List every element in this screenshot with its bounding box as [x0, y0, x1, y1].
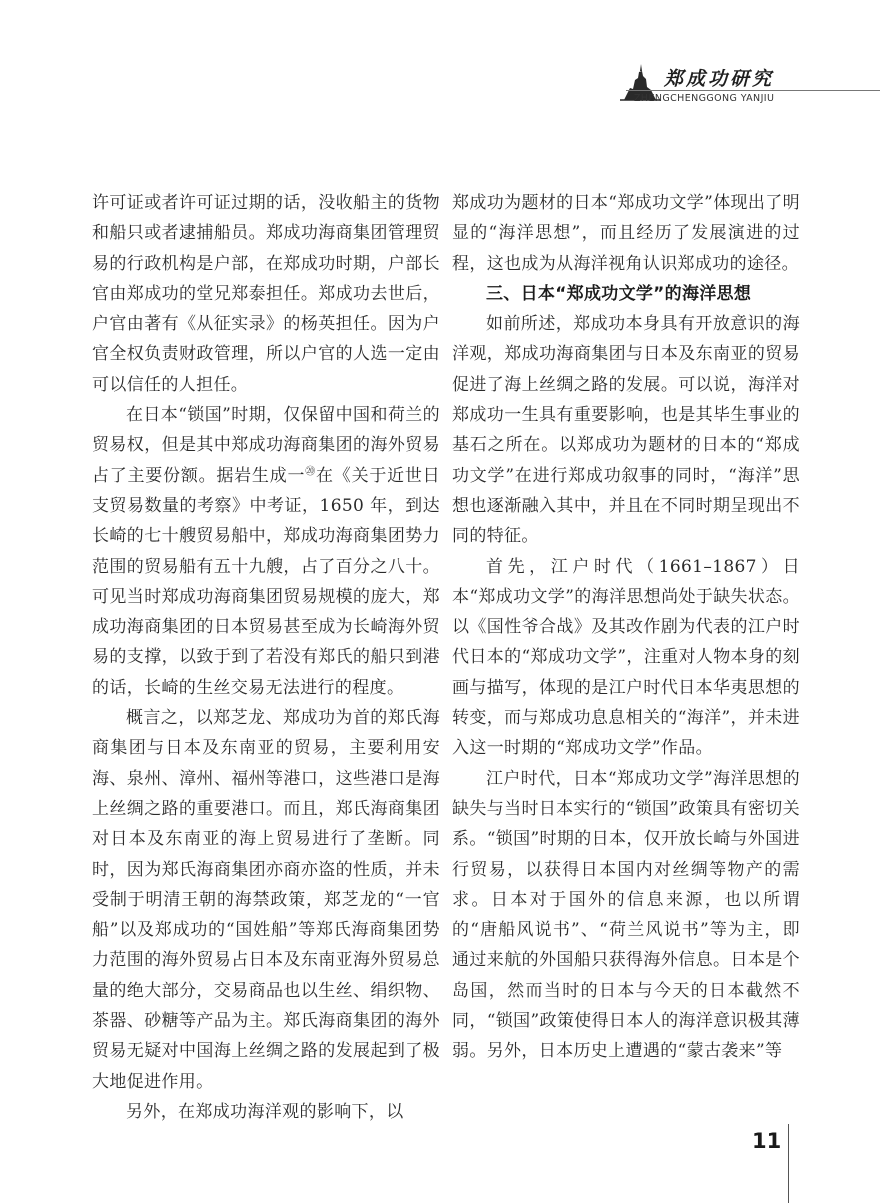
masthead-rule: [626, 90, 880, 91]
paragraph: 概言之，以郑芝龙、郑成功为首的郑氏海商集团与日本及东南亚的贸易，主要利用安海、泉州、漳州、福州等港口，这些港口是海上丝绸之路的重要港口。而且，郑氏海商集团对日本及东南亚的海上贸易进行了垄断。同时，因为郑氏海商集团亦商亦盗的性质，并未受制于明清王朝的海禁政策，郑芝龙的“一官船”以及郑成功的“国姓船”等郑氏海商集团势力范围的海外贸易占日本及东南亚海外贸易总量的绝大部分，交易商品也以生丝、绢织物、茶器、砂糖等产品为主。郑氏海商集团的海外贸易无疑对中国海上丝绸之路的发展起到了极大地促进作用。: [92, 708, 440, 1092]
masthead: [612, 58, 880, 114]
paragraph: 另外，在郑成功海洋观的影响下，以: [126, 1101, 404, 1122]
paragraph-text: 在《关于近世日支贸易数量的考察》中考证，1650 年，到达长崎的七十艘贸易船中，郑成功海商集团势力范围的贸易船有五十九艘，占了百分之八十。可见当时郑成功海商集团贸易规模的庞大，郑成功海商集团的日本贸易甚至成为长崎海外贸易的支撑，以致于到了若没有郑氏的船只到港的话，长崎的生丝交易无法进行的程度。: [92, 465, 441, 698]
paragraph: 许可证或者许可证过期的话，没收船主的货物和船只或者逮捕船员。郑成功海商集团管理贸易的行政机构是户部，在郑成功时期，户部长官由郑成功的堂兄郑泰担任。郑成功去世后，户官由著有《从征实录》的杨英担任。因为户官全权负责财政管理，所以户官的人选一定由可以信任的人担任。: [92, 193, 440, 395]
page-number-rule: [788, 1124, 789, 1203]
paragraph: [92, 400, 440, 703]
right-column: [452, 188, 800, 1067]
paragraph-text: 在日本“锁国”时期，仅保留中国和荷兰的贸易权，但是其中郑成功海商集团的海外贸易占了主要份额。据岩生成一: [92, 405, 440, 486]
footnote-marker: ⑳: [305, 466, 317, 478]
paragraph: 如前所述，郑成功本身具有开放意识的海洋观，郑成功海商集团与日本及东南亚的贸易促进了海上丝绸之路的发展。可以说，海洋对郑成功一生具有重要影响，也是其毕生事业的基石之所在。以郑成功为题材的日本的“郑成功文学”在进行郑成功叙事的同时，“海洋”思想也逐渐融入其中，并且在不同时期呈现出不同的特征。: [452, 314, 800, 547]
section-heading: 三、日本“郑成功文学”的海洋思想: [486, 283, 752, 304]
page-number: 11: [752, 1129, 782, 1153]
left-column: [92, 188, 440, 1127]
paragraph: 郑成功为题材的日本“郑成功文学”体现出了明显的“海洋思想”，而且经历了发展演进的过程，这也成为从海洋视角认识郑成功的途径。: [452, 193, 800, 274]
journal-subtitle: ZHENGCHENGGONG YANJIU: [634, 93, 775, 104]
journal-title: 郑成功研究: [664, 68, 775, 90]
paragraph: 江户时代，日本“郑成功文学”海洋思想的缺失与当时日本实行的“锁国”政策具有密切关系。“锁国”时期的日本，仅开放长崎与外国进行贸易，以获得日本国内对丝绸等物产的需求。日本对于国外的信息来源，也以所谓的“唐船风说书”、“荷兰风说书”等为主，即通过来航的外国船只获得海外信息。日本是个岛国，然而当时的日本与今天的日本截然不同，“锁国”政策使得日本人的海洋意识极其薄弱。另外，日本历史上遭遇的“蒙古袭来”等: [452, 768, 800, 1062]
paragraph: 首先，江户时代（1661–1867）日本“郑成功文学”的海洋思想尚处于缺失状态。以《国性爷合战》及其改作剧为代表的江户时代日本的“郑成功文学”，注重对人物本身的刻画与描写，体现的是江户时代日本华夷思想的转变，而与郑成功息息相关的“海洋”，并未进入这一时期的“郑成功文学”作品。: [452, 556, 800, 759]
